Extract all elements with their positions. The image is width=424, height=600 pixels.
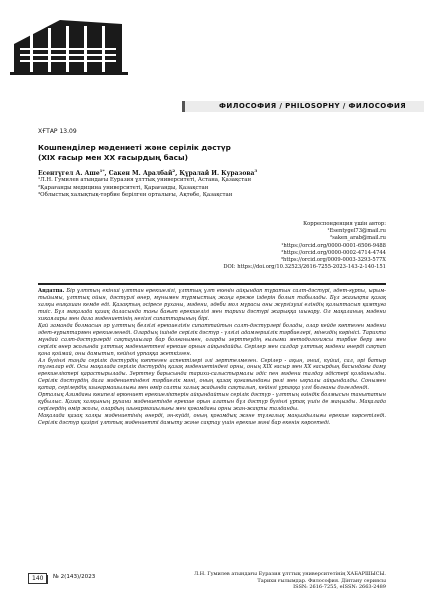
journal-info <box>156 571 386 591</box>
abstract-rule <box>38 283 386 285</box>
orcid-2[interactable]: ²https://orcid.org/0000-0002-4714-4744 <box>281 249 386 256</box>
journal-name: Л.Н. Гумилев атындағы Еуразия ұлттық университетінің ХАБАРШЫСЫ. <box>194 571 386 577</box>
email-1[interactable]: ¹Esentygel73@mail.ru <box>327 228 386 235</box>
author-1-sup: 1* <box>99 168 105 173</box>
orcid-3[interactable]: ³https://orcid.org/0009-0003-3293-577X <box>280 257 386 264</box>
abstract-label: Аңдатпа. <box>38 288 65 294</box>
abstract-paragraph-5: Мақалада қазақ халқы мәдениетінің өнерді, ән-күйді, оның қоғамдық және тұлғалық маңыздылығы ерекше көрсетіледі. Серілік дәстүр қазіргі ұлттық мәдениетті дамыту және сақтау үшін ерекше мәні бар екенін көрсетеді. <box>38 413 386 427</box>
author-3: Құралай И. Куразова <box>179 170 255 177</box>
footer-divider <box>46 575 48 584</box>
abstract-paragraph-1: Бір ұлттың екінші ұлттан ерекшелігі, ұлттың ұлт екенін айқындап тұратын салт-дәстүрі, әдет-ғұрпы, ырым-тыйымы, ұлттық ойын, дәстүрлі өнер, мұнымен тұрмыстың жаңа ереже іздерін болып табылады. Бұл жазықта қазақ халқы ешқашан кемде еді. Қазақтың әсіресе руханы, мәдени, әдеби мол мұрасы оны жүргізуші еліндің қалыптасып қамтуға тиіс. Бұл мақалада қазақ даласында тағы бағыт ерекшелігі мен тарихи дәстүрі жарыққа шығару. Ол мақаланың мәдени хикаялары мен дала мәдениетінің негізгі сипаттарының бірі. <box>38 288 386 322</box>
abstract-paragraph-2: Қай заманда болмасын әр ұлттың белгілі ерекшелігін сипаттайтын салт-дәстүрлері болады, олар кейде көптеген мәдени әдет-ғұрыптармен ерекшеленеді. Олардың ішінде серілік дәстүр - үлгілі адамгершілік тәрбиелері, мінездің көрінісі. Тарихта мұндай салт-дәстүрлерді сақтаушылар бар болғанымен, оларды зерттеудің ғылыми методологиясы тәрбие беру мен серілік өнер жолында ұлттық мәдениеттегі ерекше орнын айқындайды. Серілер мен салдар ұлттық мәдени өнерді сақтап қана қоймай, оны дамытып, кейінгі ұрпаққа жеткізген. <box>38 322 386 357</box>
abstract-paragraph-3: Ал бүгінгі таңда серілік дәстүрдің көптеген аспектілері әлі зерттелмеген. Серілер - ақын, әнші, күйші, сал, әрі батыр тұлғалар еді. Осы мақалада серілік дәстүрдің қазақ мәдениетіндегі орны, оның XIX ғасыр мен XX ғасырдың басындағы даму ерекшеліктері қарастырылады. Зерттеу барысында тарихи-салыстырмалы әдіс пен мәдени талдау әдістері қолданылды. Серілік дәстүрдің дала мәдениетіндегі тәрбиелік мәні, оның қазақ қоғамындағы рөлі мен ықпалы айқындалды. Сонымен қатар, серілердің шығармашылығы мен өмір салты халық жадында сақталып, кейінгі ұрпаққа үлгі болғаны дәлелденді. <box>38 357 386 392</box>
affiliation-2: ²Қарағанды медицина университеті, Қарағанды, Қазақстан <box>38 184 209 191</box>
journal-issn: ISSN: 2616-7255, eISSN: 2663-2489 <box>293 584 386 591</box>
udk-code: ХҒТАР 13.09 <box>38 128 77 135</box>
affiliation-1: ¹Л.Н. Гумилев атындағы Еуразия ұлттық университеті, Астана, Қазақстан <box>38 177 252 183</box>
abstract-section <box>38 283 386 558</box>
correspondence-block <box>136 221 386 271</box>
abstract-paragraph-4: Орталық Азиядағы көшпелі өркениет ерекшеліктерін айқындайтын серілік дәстүр - ұлттың өзіндік болмысын танытатын құбылыс. Қазақ халқының рухани мәдениетінде ерекше орын алатын бұл дәстүр бүгінгі ұрпақ үшін де маңызды. Мақалада серілердің өмір жолы, олардың шығармашылығы мен қоғамдағы орны жан-жақты талданды. <box>38 392 386 413</box>
affiliation-3: ³Облыстық халықтық-тәрбие берілген орталығы, Ақтөбе, Қазақстан <box>38 192 233 199</box>
affiliations <box>38 177 378 200</box>
university-building-logo <box>10 14 128 76</box>
title-line-1: Кошпенділер мәдениеті және серілік дәстүр <box>38 143 231 152</box>
author-2: Сакен М. Аралбай <box>108 170 173 177</box>
doi-link[interactable]: DOI: https://doi.org/10.32523/2616-7255-2023-143-2-140-151 <box>223 264 386 271</box>
email-2[interactable]: ²saken_arab@mail.ru <box>330 235 386 242</box>
page-number: 140 <box>28 573 47 584</box>
orcid-1[interactable]: ¹https://orcid.org/0000-0001-6506-9488 <box>281 242 386 249</box>
issue-number: № 2(143)/2023 <box>53 574 96 580</box>
author-list: Есентүгел А. Аше$^{1*}$, Сакен М. Аралбай$^2$, Құралай И. Куразова$^3$ <box>38 168 258 177</box>
title-line-2: (XIX ғасыр мен XX ғасырдың басы) <box>38 152 188 162</box>
author-2-sup: 2 <box>172 168 176 173</box>
abstract-text <box>38 288 386 427</box>
section-marker <box>182 101 185 112</box>
section-label: ФИЛОСОФИЯ / PHILOSOPHY / ФИЛОСОФИЯ <box>219 102 406 110</box>
author-3-sup: 3 <box>254 168 258 173</box>
correspondence-heading: Корреспонденция үшін автор: <box>303 221 386 227</box>
journal-series: Тарихи ғылымдар. Философия. Дінтану сериясы <box>257 577 386 584</box>
article-title <box>38 143 378 162</box>
author-1: Есентүгел А. Аше <box>38 170 100 177</box>
